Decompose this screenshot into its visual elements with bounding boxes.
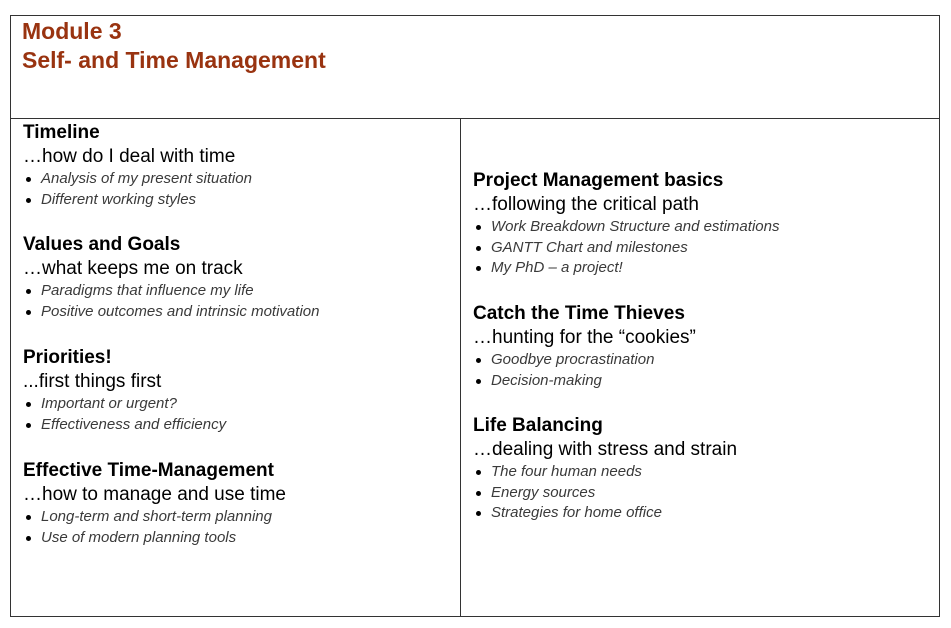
module-number: Module 3: [22, 18, 122, 44]
list-item: [23, 281, 319, 302]
section-title: Effective Time-Management: [23, 460, 274, 481]
list-item: [473, 217, 779, 238]
list-item: [473, 238, 779, 259]
list-item: [23, 302, 319, 323]
list-item: [473, 462, 737, 483]
list-item: [473, 371, 696, 392]
section-priorities: [23, 346, 226, 435]
section-effective-time-management: [23, 459, 286, 548]
list-item-text: GANTT Chart and milestones: [491, 238, 688, 256]
bullet-icon: [476, 491, 481, 496]
section-title: Project Management basics: [473, 170, 724, 191]
bullet-icon: [476, 470, 481, 475]
bullet-list: [473, 350, 696, 391]
bullet-icon: [26, 515, 31, 520]
bullet-icon: [26, 198, 31, 203]
module-header: [11, 16, 939, 119]
list-item: [23, 190, 252, 211]
bullet-list: [23, 507, 286, 548]
bullet-list: [473, 217, 779, 279]
module-title-block: [22, 17, 326, 75]
bullet-icon: [476, 225, 481, 230]
bullet-list: [473, 462, 737, 524]
list-item-text: Use of modern planning tools: [41, 528, 237, 546]
section-title: Catch the Time Thieves: [473, 303, 685, 324]
section-values-goals: [23, 233, 319, 322]
bullet-icon: [476, 379, 481, 384]
section-project-management: [473, 169, 779, 279]
section-subtitle: ...first things first: [23, 371, 162, 392]
list-item: [473, 258, 779, 279]
module-table: [10, 15, 940, 617]
list-item: [473, 483, 737, 504]
section-time-thieves: [473, 302, 696, 391]
list-item-text: Long-term and short-term planning: [41, 508, 272, 525]
section-title: Life Balancing: [473, 415, 603, 436]
list-item-text: Effectiveness and efficiency: [41, 415, 227, 433]
list-item-text: My PhD – a project!: [491, 259, 623, 276]
right-column: [461, 119, 939, 616]
bullet-list: [23, 169, 252, 210]
section-subtitle: …how do I deal with time: [23, 146, 236, 167]
section-subtitle: …how to manage and use time: [23, 484, 286, 505]
list-item: [23, 528, 286, 549]
list-item: [473, 350, 696, 371]
bullet-icon: [26, 310, 31, 315]
section-timeline: [23, 121, 252, 210]
list-item: [23, 394, 226, 415]
bullet-icon: [26, 402, 31, 407]
list-item-text: Work Breakdown Structure and estimations: [491, 218, 780, 235]
bullet-list: [23, 394, 226, 435]
bullet-icon: [26, 536, 31, 541]
list-item-text: Positive outcomes and intrinsic motivation: [41, 302, 320, 320]
bullet-icon: [476, 246, 481, 251]
list-item-text: Analysis of my present situation: [41, 170, 252, 187]
bullet-icon: [26, 423, 31, 428]
module-name: Self- and Time Management: [22, 47, 326, 73]
section-subtitle: …what keeps me on track: [23, 258, 243, 279]
list-item: [473, 503, 737, 524]
section-life-balancing: [473, 414, 737, 524]
list-item-text: Different working styles: [41, 190, 197, 208]
list-item-text: Goodbye procrastination: [491, 351, 655, 368]
left-column: [11, 119, 461, 616]
list-item-text: Important or urgent?: [41, 395, 177, 412]
section-subtitle: …hunting for the “cookies”: [473, 327, 696, 348]
bullet-icon: [476, 266, 481, 271]
section-title: Values and Goals: [23, 234, 181, 255]
list-item-text: Energy sources: [491, 483, 596, 501]
section-title: Priorities!: [23, 347, 112, 368]
list-item: [23, 507, 286, 528]
list-item-text: Decision-making: [491, 371, 602, 389]
bullet-icon: [476, 511, 481, 516]
section-subtitle: …following the critical path: [473, 194, 699, 215]
list-item-text: Strategies for home office: [491, 504, 662, 521]
bullet-icon: [26, 289, 31, 294]
list-item: [23, 169, 252, 190]
bullet-icon: [26, 177, 31, 182]
list-item-text: The four human needs: [491, 463, 642, 480]
section-subtitle: …dealing with stress and strain: [473, 439, 738, 460]
bullet-icon: [476, 358, 481, 363]
section-title: Timeline: [23, 122, 100, 143]
list-item: [23, 415, 226, 436]
bullet-list: [23, 281, 319, 322]
list-item-text: Paradigms that influence my life: [41, 282, 254, 299]
